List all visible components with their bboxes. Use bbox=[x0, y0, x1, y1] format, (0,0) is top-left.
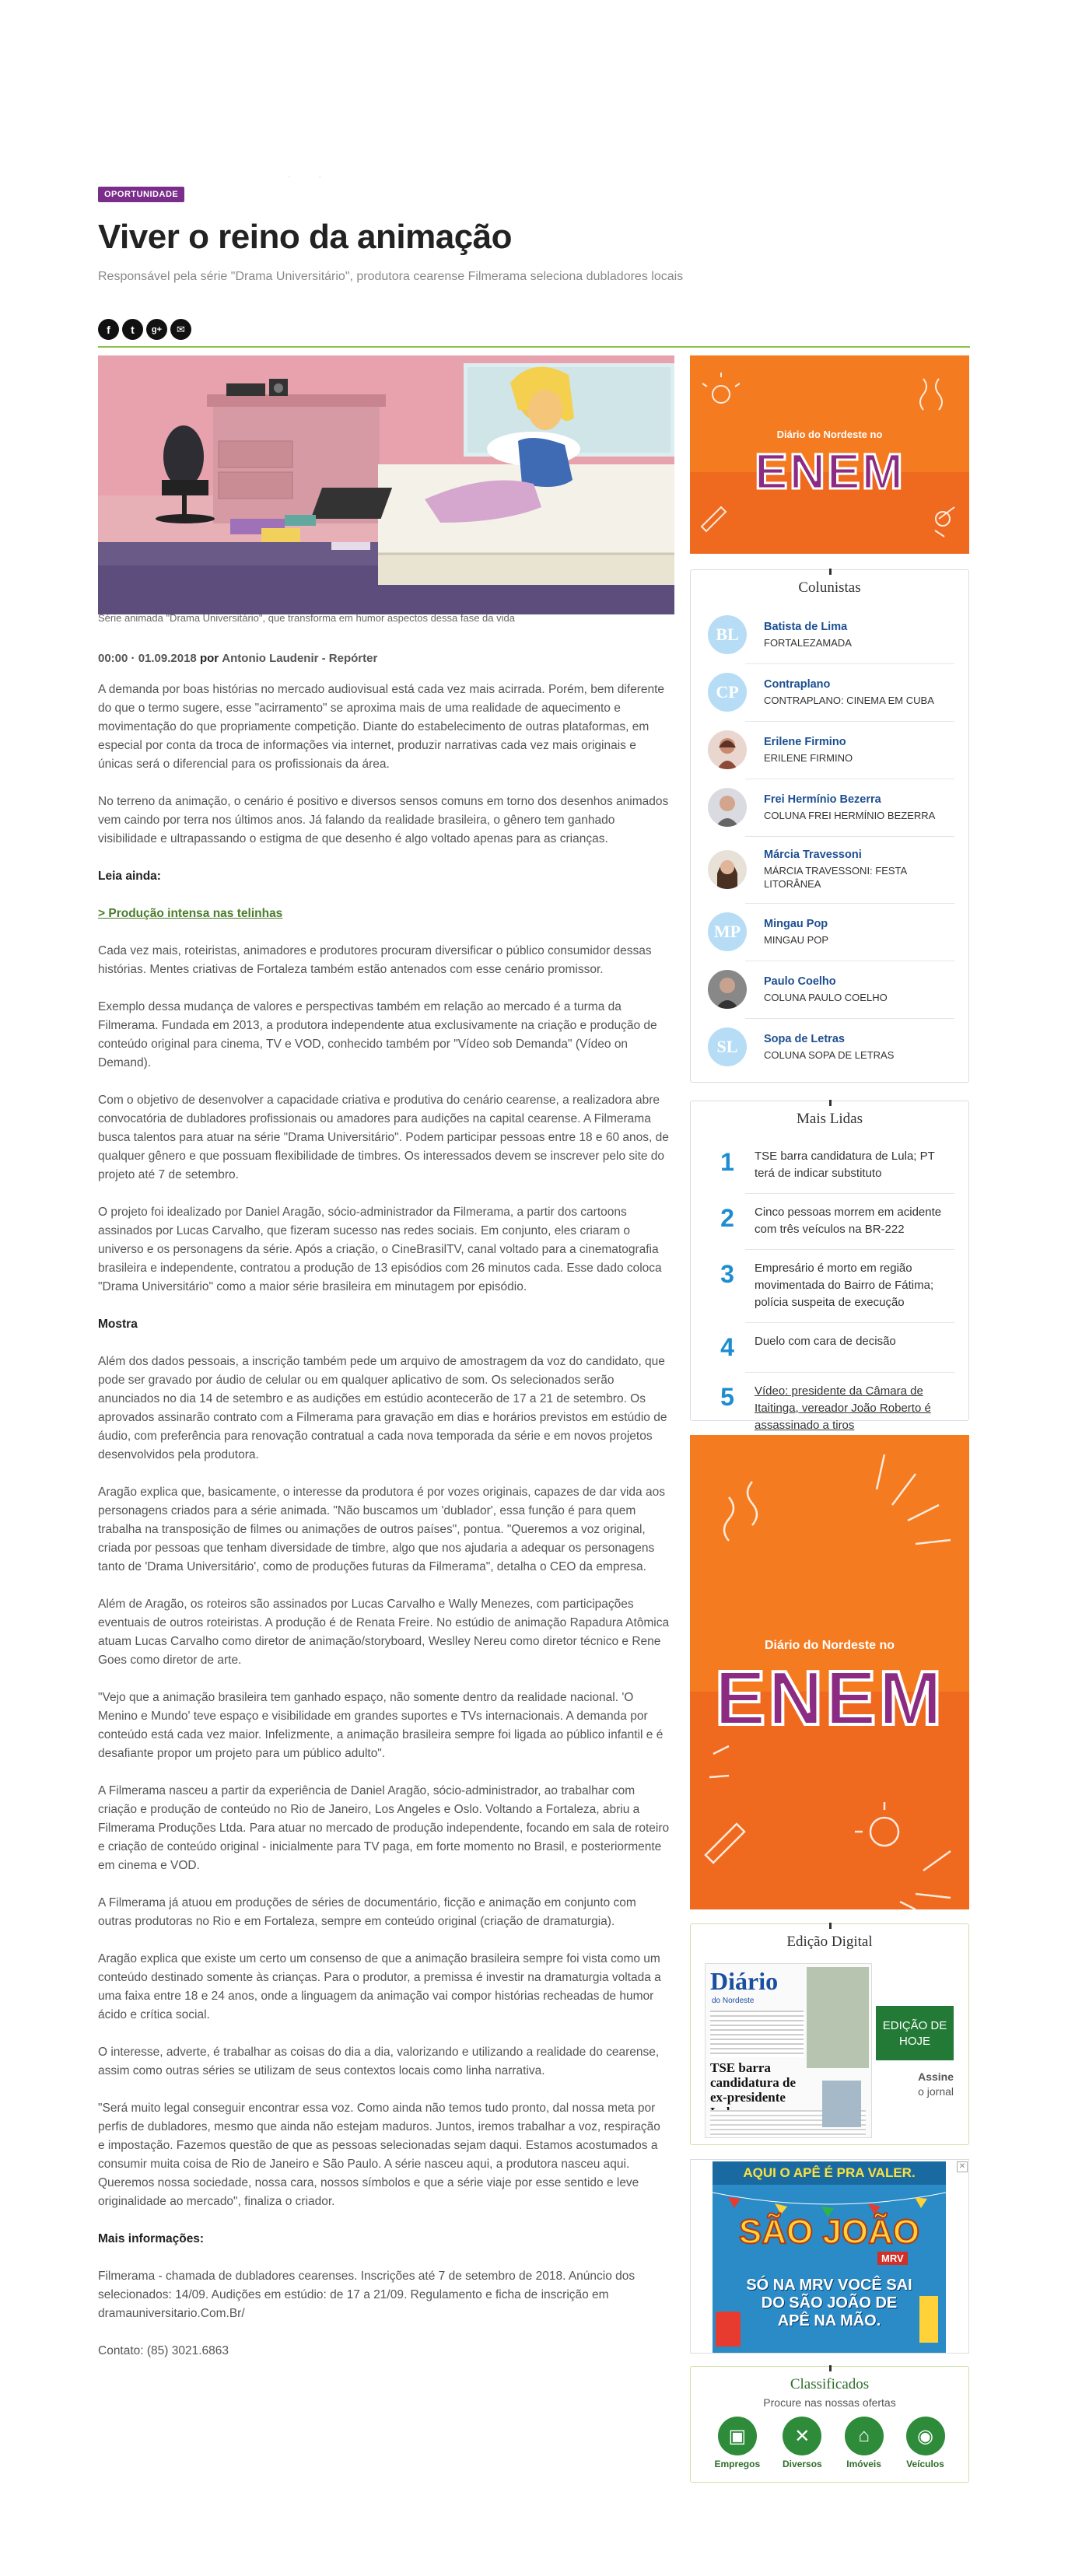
paragraph: Além dos dados pessoais, a inscrição também pede um arquivo de amostragem da voz do candidato, que pode ser gravado por áudio de celular ou em qualquer aplicativo de som. Os selecionados serão anunciados no dia 14 de setembro e as audições em estúdio acontecerão de 17 a 21 de setembro. Os aprovados assinarão contrato com a Filmerama para gravação em dias e horários previstos em estúdio de áudio, com preferência para renovação contratual a cada nova temporada da série e em novos projetos desenvolvidos pela produtora. bbox=[98, 1355, 667, 1461]
columnist-column: MÁRCIA TRAVESSONI: FESTA LITORÂNEA bbox=[764, 865, 907, 890]
ad-title: SÃO JOÃO bbox=[738, 2213, 920, 2251]
google-plus-icon[interactable]: g+ bbox=[146, 319, 167, 340]
most-read-link[interactable]: TSE barra candidatura de Lula; PT terá de indicar substituto bbox=[755, 1150, 935, 1180]
paragraph: "Será muito legal conseguir encontrar essa voz. Como ainda não temos tudo pronto, dal nossa meta por perfis de dubladores, mesmo que ainda não estejam maduros. Juntos, iremos trabalhar a voz, respiração e impostação. Fazemos questão de que as pessoas selecionadas sejam daqui. Estamos acostumados a consumir muita coisa de Rio de Janeiro e São Paulo. A série nasceu aqui, a produtora nasceu aqui. Queremos nossa sociedade, nossa cara, nossos símbolos e que a série viaje por esse sentido e leve originalidade ao mercado", finaliza o criador. bbox=[98, 2102, 660, 2208]
related-link[interactable]: > Produção intensa nas telinhas bbox=[98, 907, 283, 920]
hero-image bbox=[98, 355, 674, 614]
avatar: BL bbox=[708, 615, 747, 654]
paragraph: A demanda por boas histórias no mercado audiovisual está cada vez mais acirrada. Porém, bem diferente do que o termo sugere, esse "acirramento" se aproxima mais de uma realidade de aquecimento e movimentação do que propriamente competição. Diante do estabelecimento de outras plataformas, em especial por conta da troca de informações via internet, produzir narrativas cada vez mais originais e únicas será o diferencial para os profissionais da área. bbox=[98, 683, 665, 771]
section-heading-mais-info: Mais informações: bbox=[98, 2232, 205, 2245]
article-subtitle: Responsável pela série "Drama Universitário", produtora cearense Filmerama seleciona dubladores locais bbox=[98, 270, 684, 283]
columnist-column: FORTALEZAMADA bbox=[764, 636, 852, 649]
avatar bbox=[708, 788, 747, 827]
columnist-name[interactable]: Márcia Travessoni bbox=[764, 849, 862, 861]
assine-link[interactable]: Assine bbox=[918, 2070, 954, 2083]
edicao-de-hoje-button[interactable]: EDIÇÃO DE HOJE bbox=[876, 2006, 954, 2060]
columnist-item[interactable] bbox=[691, 663, 968, 721]
paragraph: Aragão explica que existe um certo um consenso de que a animação brasileira sempre foi vista como um conteúdo destinado somente às crianças. Para o produtor, a premissa é investir na dramaturgia voltada a uma faixa entre 18 e 24 anos, onde a linguagem da animação vai compor histórias recheadas de humor ácido e crítica social. bbox=[98, 1952, 661, 2021]
rank-number: 2 bbox=[720, 1204, 734, 1232]
ad-brand: MRV bbox=[877, 2252, 908, 2265]
category-label: Imóveis bbox=[846, 2459, 881, 2469]
byline-by: por bbox=[199, 652, 219, 665]
columnist-item[interactable] bbox=[691, 779, 968, 836]
most-read-item[interactable] bbox=[691, 1322, 968, 1372]
classificados-subtitle: Procure nas nossas ofertas bbox=[763, 2396, 896, 2409]
paragraph: A Filmerama nasceu a partir da experiência de Daniel Aragão, sócio-administrador, ao trabalhar com criação e produção de conteúdo no Rio de Janeiro, Los Angeles e Oslo. Voltando a Fortaleza, abriu a Filmerama Produções Ltda. Para atuar no mercado de produção independente, focando em sala de roteiro e criação de conteúdo original - inicialmente para TV paga, em forte momento no Brasil, e posteriormente em cinema e VOD. bbox=[98, 1784, 670, 1872]
avatar bbox=[708, 970, 747, 1009]
newspaper-headline: TSE barra candidatura de ex-presidente bbox=[710, 2060, 797, 2105]
email-icon[interactable]: ✉ bbox=[170, 319, 191, 340]
colunistas-panel bbox=[690, 569, 969, 1083]
classificados-imoveis[interactable] bbox=[845, 2417, 884, 2469]
columnist-column: COLUNA PAULO COELHO bbox=[764, 991, 888, 1003]
newspaper-sub: do Nordeste bbox=[712, 1997, 755, 2005]
paragraph: O interesse, adverte, é trabalhar as coisas do dia a dia, valorizando e utilizando a realidade do cearense, assim como outras séries se utilizam de seus contextos locais como linha narrativa. bbox=[98, 2046, 660, 2077]
classificados-title: Classificados bbox=[790, 2376, 870, 2392]
columnist-column: MINGAU POP bbox=[764, 933, 829, 946]
columnist-name[interactable]: Sopa de Letras bbox=[764, 1032, 845, 1045]
section-heading-mostra: Mostra bbox=[98, 1318, 138, 1331]
columnist-item[interactable] bbox=[691, 836, 968, 903]
columnist-item[interactable] bbox=[691, 1018, 968, 1076]
rank-number: 5 bbox=[720, 1383, 734, 1411]
avatar: MP bbox=[708, 912, 747, 951]
enem-ad-large[interactable] bbox=[690, 1435, 969, 1909]
house-icon: ⌂ bbox=[845, 2417, 884, 2455]
colunistas-title: Colunistas bbox=[798, 579, 861, 596]
byline bbox=[98, 652, 377, 665]
columnist-name[interactable]: Batista de Lima bbox=[764, 620, 848, 633]
mais-lidas-panel bbox=[690, 1101, 969, 1432]
title-divider bbox=[98, 346, 970, 348]
leia-ainda-label: Leia ainda: bbox=[98, 870, 161, 883]
author-name[interactable]: Antonio Laudenir - Repórter bbox=[222, 652, 378, 665]
article-body bbox=[98, 681, 670, 2379]
rank-number: 4 bbox=[720, 1333, 734, 1361]
enem-ad-tagline: Diário do Nordeste no bbox=[776, 429, 883, 440]
paragraph: Além de Aragão, os roteiros são assinados por Lucas Carvalho e Wally Menezes, com participações eventuais de outros roteiristas. A produção é de Renata Freire. No estúdio de animação Rapadura Atômica atuam Lucas Carvalho como diretor de animação/storyboard, Weslley Nereu como diretor técnico e Rene Goes como diretor de arte. bbox=[98, 1598, 670, 1667]
columnist-name[interactable]: Contraplano bbox=[764, 677, 831, 691]
classificados-diversos[interactable] bbox=[783, 2417, 822, 2469]
newspaper-cover bbox=[705, 1963, 872, 2138]
columnist-column: CONTRAPLANO: CINEMA EM CUBA bbox=[764, 694, 934, 706]
share-bar bbox=[98, 319, 191, 340]
mais-lidas-title: Mais Lidas bbox=[797, 1111, 863, 1127]
columnist-column: COLUNA FREI HERMÍNIO BEZERRA bbox=[764, 809, 936, 821]
columnist-item[interactable] bbox=[691, 961, 968, 1018]
columnist-item[interactable] bbox=[691, 721, 968, 779]
most-read-item[interactable] bbox=[691, 1193, 968, 1249]
paragraph: O projeto foi idealizado por Daniel Aragão, sócio-administrador da Filmerama, a partir dos cartoons assinados por Lucas Carvalho, que fizeram sucesso nas redes sociais. Em conjunto, eles criaram o universo e os personagens da série. Após a criação, o CineBrasilTV, canal voltado para a cinematografia brasileira e independente, contratou a produção de 13 episódios com 26 minutos cada. Esse dado coloca "Drama Universitário" como a maior série brasileira em minutagem por episódio. bbox=[98, 1206, 662, 1293]
image-caption: Série animada "Drama Universitário", que transforma em humor aspectos dessa fase da vida bbox=[98, 612, 515, 624]
paragraph: No terreno da animação, o cenário é positivo e diversos sensos comuns em torno dos desenhos animados vem caindo por terra nos últimos anos. Já falando da realidade brasileira, o gênero tem ganhado visibilidade e ultrapassando o estigma de que desenho é algo voltado apenas para as crianças. bbox=[98, 795, 669, 845]
most-read-item[interactable] bbox=[691, 1249, 968, 1322]
enem-ad-logo: ENEM bbox=[755, 443, 905, 499]
paragraph: Com o objetivo de desenvolver a capacidade criativa e produtiva do cenário cearense, a realizadora abre convocatória de dubladores profissionais ou amadores para audições na capital cearense. A Filmerama busca talentos para atuar na série "Drama Universitário". Podem participar pessoas entre 18 e 60 anos, de qualquer gênero e que possuam flexibilidade de timbres. Os interessados devem se inscrever pelo site do projeto até 7 de setembro. bbox=[98, 1094, 669, 1181]
columnist-name[interactable]: Frei Hermínio Bezerra bbox=[764, 793, 881, 806]
close-icon[interactable]: ✕ bbox=[957, 2161, 968, 2172]
avatar bbox=[708, 850, 747, 889]
newspaper-name: Diário bbox=[710, 1967, 779, 1995]
columnist-item[interactable] bbox=[691, 606, 968, 663]
columnist-column: ERILENE FIRMINO bbox=[764, 751, 853, 764]
most-read-link[interactable]: Duelo com cara de decisão bbox=[755, 1335, 896, 1348]
tools-icon: ✕ bbox=[783, 2417, 821, 2455]
ad-bottom-text: SÓ NA MRV VOCÊ SAI DO SÃO JOÃO DE APÊ NA MÃO. bbox=[746, 2277, 912, 2329]
columnist-name[interactable]: Paulo Coelho bbox=[764, 975, 836, 988]
avatar bbox=[708, 730, 747, 769]
enem-ad-logo: ENEM bbox=[714, 1655, 945, 1741]
edicao-digital-panel[interactable] bbox=[690, 1923, 969, 2145]
rank-number: 3 bbox=[720, 1260, 734, 1288]
enem-ad-tagline: Diário do Nordeste no bbox=[764, 1639, 895, 1652]
facebook-icon[interactable]: f bbox=[98, 319, 119, 340]
category-badge[interactable]: OPORTUNIDADE bbox=[98, 187, 184, 202]
classificados-empregos[interactable] bbox=[714, 2417, 760, 2469]
enem-ad-small[interactable] bbox=[690, 355, 969, 554]
avatar: CP bbox=[708, 673, 747, 712]
info-paragraph: Filmerama - chamada de dubladores cearenses. Inscrições até 7 de setembro de 2018. Anúncio dos selecionados: 14/09. Audições em estúdio: de 17 a 21/09. Regulamento e ficha de inscrição em dramauniversitario.Com.Br/ bbox=[98, 2270, 636, 2320]
classificados-veiculos[interactable] bbox=[906, 2417, 945, 2469]
paragraph: Cada vez mais, roteiristas, animadores e produtores procuram diversificar o público consumidor dessas histórias. Mentes criativas de Fortaleza também estão antenados com esse cenário promissor. bbox=[98, 944, 652, 976]
most-read-item[interactable] bbox=[691, 1137, 968, 1193]
article-title: Viver o reino da animação bbox=[98, 218, 513, 256]
paragraph: A Filmerama já atuou em produções de séries de documentário, ficção e animação em conjunto com outras produtoras no Rio e em Fortaleza, sempre em conteúdo original (criação de dramaturgia). bbox=[98, 1896, 636, 1928]
edicao-title: Edição Digital bbox=[786, 1934, 873, 1950]
ad-top-text: AQUI O APÊ É PRA VALER. bbox=[713, 2161, 946, 2185]
car-icon: ◉ bbox=[906, 2417, 945, 2455]
most-read-link[interactable]: Cinco pessoas morrem em acidente com três veículos na BR-222 bbox=[755, 1206, 942, 1236]
category-label: Veículos bbox=[906, 2459, 944, 2469]
avatar: SL bbox=[708, 1027, 747, 1066]
mrv-sao-joao-ad[interactable] bbox=[690, 2159, 969, 2354]
paragraph: Aragão explica que, basicamente, o interesse da produtora é por vozes originais, capazes de dar vida aos personagens criados para a série animada. "Não buscamos um 'dublador', essa função é para quem trabalha na transposição de filmes ou animações de outros países", pontua. "Queremos a voz original, criada por pessoas que tenham diversidade de timbre, algo que nos ajudaria a adequar os personagens tanto de 'Drama Universitário', como de produções futuras da Filmerama", detalha o CEO da empresa. bbox=[98, 1486, 665, 1573]
twitter-icon[interactable]: t bbox=[122, 319, 143, 340]
category-label: Empregos bbox=[714, 2459, 761, 2469]
paragraph: Exemplo dessa mudança de valores e perspectivas também em relação ao mercado é a turma da Filmerama. Fundada em 2013, a produtora independente atua exclusivamente na criação e produção de conteúdo original para cinema, TV e VOD, conhecido também por "Vídeo sob Demanda" (Vídeo on Demand). bbox=[98, 1000, 657, 1069]
contact: Contato: (85) 3021.6863 bbox=[98, 2344, 229, 2357]
rank-number: 1 bbox=[720, 1148, 734, 1176]
most-read-link[interactable]: Empresário é morto em região movimentada do Bairro de Fátima; polícia suspeita de execução bbox=[755, 1262, 934, 1309]
category-label: Diversos bbox=[783, 2459, 822, 2469]
most-read-item[interactable] bbox=[691, 1372, 968, 1445]
publish-time: 00:00 · 01.09.2018 bbox=[98, 652, 197, 665]
jornal-label: o jornal bbox=[918, 2085, 954, 2098]
columnist-item[interactable] bbox=[691, 903, 968, 961]
most-read-link[interactable]: Vídeo: presidente da Câmara de Itaitinga, vereador João Roberto é assassinado a tiros bbox=[755, 1384, 931, 1432]
columnist-name[interactable]: Erilene Firmino bbox=[764, 735, 846, 748]
columnist-name[interactable]: Mingau Pop bbox=[764, 917, 828, 930]
briefcase-icon: ▣ bbox=[718, 2417, 757, 2455]
classificados-panel bbox=[690, 2366, 969, 2483]
paragraph: "Vejo que a animação brasileira tem ganhado espaço, não somente dentro da realidade nacional. 'O Menino e Mundo' teve espaço e visibilidade em grandes suportes e TVs internacionais. A demanda por conteúdo está cada vez maior. Infelizmente, a animação brasileira sempre foi ligada ao público infantil e é desafiante propor um projeto para um público adulto". bbox=[98, 1691, 664, 1760]
breadcrumb-dots: · · bbox=[288, 173, 321, 181]
columnist-column: COLUNA SOPA DE LETRAS bbox=[764, 1048, 895, 1061]
